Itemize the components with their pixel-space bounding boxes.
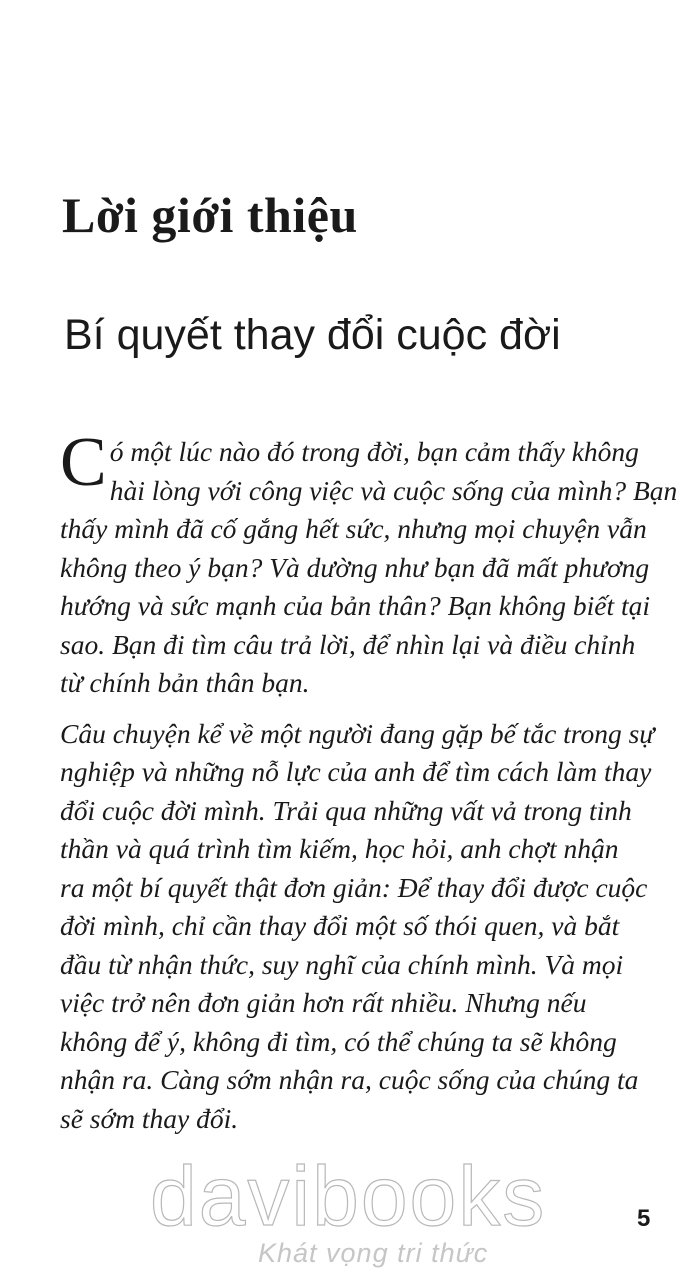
paragraph-line: hướng và sức mạnh của bản thân? Bạn không biết tại	[60, 590, 651, 621]
paragraph-line: việc trở nên đơn giản hơn rất nhiều. Nhưng nếu	[60, 987, 587, 1018]
paragraph-2	[60, 715, 655, 1139]
paragraph-line: sẽ sớm thay đổi.	[60, 1102, 239, 1134]
paragraph-line: nhận ra. Càng sớm nhận ra, cuộc sống của chúng ta	[60, 1064, 639, 1095]
chapter-subtitle: Bí quyết thay đổi cuộc đời	[64, 311, 561, 359]
watermark-logo: davibooks	[150, 1149, 547, 1243]
paragraph-line: không để ý, không đi tìm, có thể chúng ta sẽ không	[60, 1025, 617, 1057]
chapter-title: Lời giới thiệu	[62, 187, 358, 243]
paragraph-line: thấy mình đã cố gắng hết sức, nhưng mọi chuyện vẫn	[60, 513, 647, 544]
drop-cap: C	[60, 424, 107, 501]
paragraph-line: đổi cuộc đời mình. Trải qua những vất vả trong tinh	[60, 794, 632, 826]
paragraph-line: đầu từ nhận thức, suy nghĩ của chính mình. Và mọi	[60, 948, 624, 980]
paragraph-line: ra một bí quyết thật đơn giản: Để thay đổi được cuộc	[60, 871, 648, 903]
watermark-tagline: Khát vọng tri thức	[258, 1238, 489, 1268]
body-text	[60, 424, 678, 1138]
paragraph-1	[60, 424, 678, 703]
page-number: 5	[637, 1205, 651, 1232]
paragraph-line: ó một lúc nào đó trong đời, bạn cảm thấy không	[109, 436, 639, 467]
paragraph-line: hài lòng với công việc và cuộc sống của mình? Bạn	[109, 474, 678, 506]
paragraph-line: thần và quá trình tìm kiếm, học hỏi, anh chợt nhận	[60, 833, 619, 864]
paragraph-line: nghiệp và những nỗ lực của anh để tìm cách làm thay	[60, 756, 652, 787]
paragraph-line: sao. Bạn đi tìm câu trả lời, để nhìn lại và điều chỉnh	[60, 628, 636, 660]
paragraph-line: từ chính bản thân bạn.	[60, 667, 310, 698]
paragraph-line: không theo ý bạn? Và dường như bạn đã mất phương	[60, 551, 650, 583]
paragraph-gap	[60, 703, 652, 715]
paragraph-line: Câu chuyện kể về một người đang gặp bế tắc trong sự	[60, 717, 655, 749]
paragraph-line: đời mình, chỉ cần thay đổi một số thói quen, và bắt	[60, 910, 620, 941]
